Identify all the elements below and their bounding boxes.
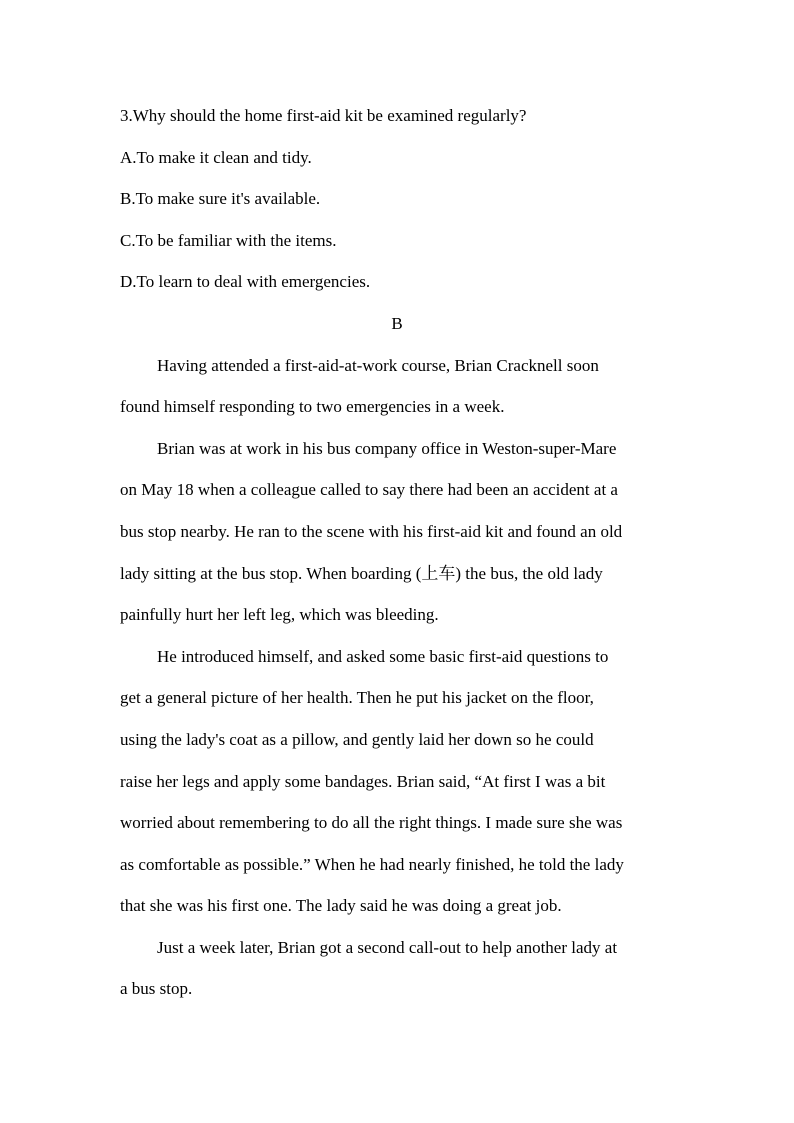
passage-line: Having attended a first-aid-at-work course, Brian Cracknell soon xyxy=(157,355,599,375)
passage-line: that she was his first one. The lady said he was doing a great job. xyxy=(120,896,562,916)
passage-line: Brian was at work in his bus company office in Weston-super-Mare xyxy=(157,438,617,458)
passage-line: lady sitting at the bus stop. When boarding (上车) the bus, the old lady xyxy=(120,563,603,583)
question-stem: 3.Why should the home first-aid kit be examined regularly? xyxy=(120,106,527,125)
passage-line: as comfortable as possible.” When he had nearly finished, he told the lady xyxy=(120,854,624,874)
passage-line: He introduced himself, and asked some basic first-aid questions to xyxy=(157,646,609,666)
option-b: B.To make sure it's available. xyxy=(120,189,321,209)
passage-line: bus stop nearby. He ran to the scene with his first-aid kit and found an old xyxy=(120,521,623,541)
passage-line: on May 18 when a colleague called to say there had been an accident at a xyxy=(120,480,618,500)
option-d: D.To learn to deal with emergencies. xyxy=(120,272,371,292)
passage-line: found himself responding to two emergencies in a week. xyxy=(120,397,505,417)
passage-line: Just a week later, Brian got a second call-out to help another lady at xyxy=(157,937,618,957)
passage-line: a bus stop. xyxy=(120,979,193,999)
passage-line: painfully hurt her left leg, which was bleeding. xyxy=(120,605,439,625)
option-c: C.To be familiar with the items. xyxy=(120,230,337,250)
passage-line: get a general picture of her health. Then he put his jacket on the floor, xyxy=(120,688,594,708)
passage-line: raise her legs and apply some bandages. Brian said, “At first I was a bit xyxy=(120,771,606,791)
passage-line: using the lady's coat as a pillow, and gently laid her down so he could xyxy=(120,729,594,749)
passage-line: worried about remembering to do all the right things. I made sure she was xyxy=(120,813,623,833)
document-page xyxy=(120,95,680,1010)
option-a: A.To make it clean and tidy. xyxy=(120,147,312,167)
section-heading: B xyxy=(391,313,403,333)
